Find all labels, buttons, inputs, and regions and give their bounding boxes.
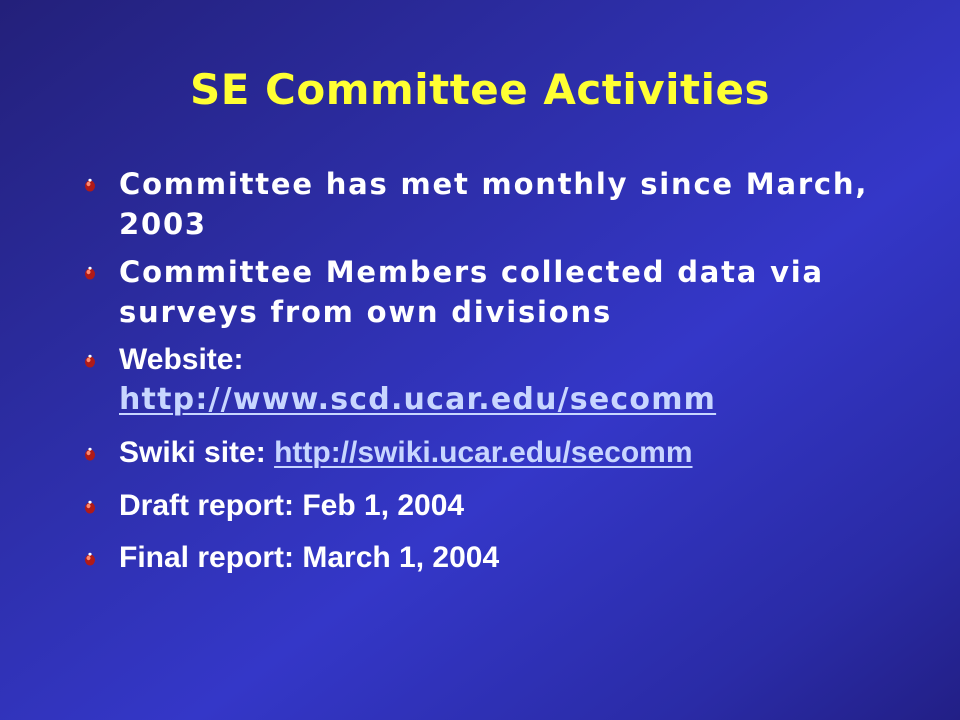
red-sphere-bullet-icon — [84, 500, 96, 514]
website-label: Website: — [119, 343, 244, 376]
slide-title: SE Committee Activities — [189, 65, 771, 114]
red-sphere-bullet-icon — [84, 447, 96, 461]
bullet-item-swiki — [84, 433, 904, 473]
bullet-text: Committee Members collected data via surveys from own divisions — [119, 255, 824, 329]
bullet-text: Draft report: Feb 1, 2004 — [119, 489, 465, 522]
bullet-item-website — [84, 340, 904, 420]
bullet-text: Final report: March 1, 2004 — [119, 541, 500, 574]
red-sphere-bullet-icon — [84, 552, 96, 566]
bullet-list — [84, 164, 904, 578]
swiki-label: Swiki site: — [119, 436, 275, 469]
red-sphere-bullet-icon — [84, 178, 96, 192]
website-link[interactable]: http://www.scd.ucar.edu/secomm — [119, 382, 717, 417]
bullet-item-meetings — [84, 164, 904, 244]
swiki-link[interactable]: http://swiki.ucar.edu/secomm — [274, 436, 693, 469]
bullet-item-final-report — [84, 538, 904, 578]
bullet-item-surveys — [84, 252, 904, 332]
red-sphere-bullet-icon — [84, 266, 96, 280]
bullet-text: Committee has met monthly since March, 2003 — [119, 167, 869, 241]
bullet-item-draft-report — [84, 486, 904, 526]
red-sphere-bullet-icon — [84, 354, 96, 368]
